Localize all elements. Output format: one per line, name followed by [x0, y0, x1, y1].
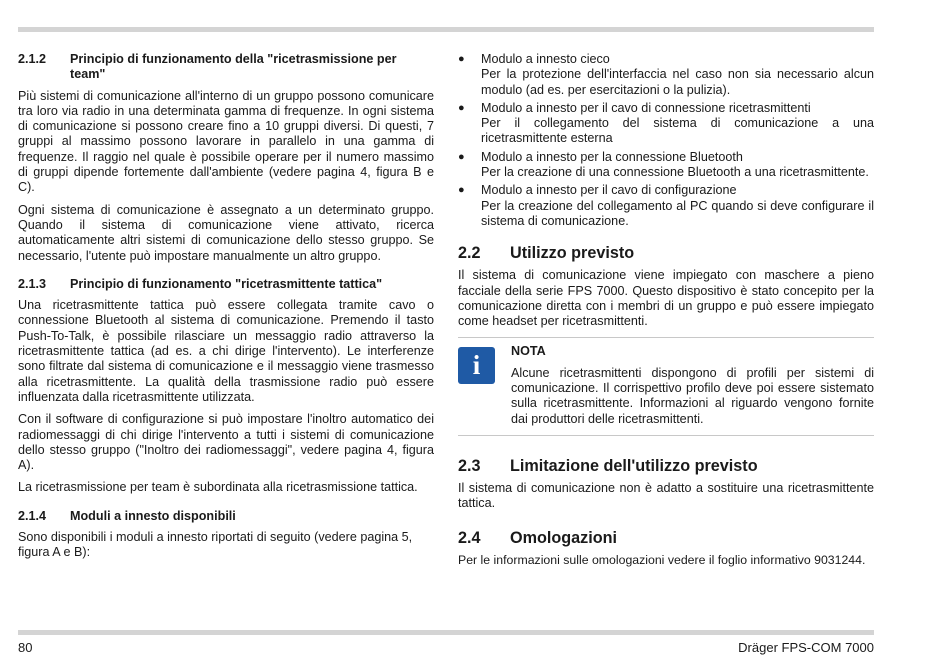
section-number: 2.4 [458, 528, 481, 547]
section-title: Moduli a innesto disponibili [70, 508, 236, 523]
product-name: Dräger FPS-COM 7000 [738, 640, 874, 655]
bullet-icon: ● [458, 101, 465, 114]
right-column [458, 52, 874, 575]
section-title: Limitazione dell'utilizzo previsto [510, 456, 758, 475]
module-list [458, 52, 874, 229]
list-item [458, 101, 874, 147]
list-item-head: Modulo a innesto per la connessione Bluetooth [481, 149, 743, 164]
list-item-head: Modulo a innesto cieco [481, 52, 610, 66]
note-text: Alcune ricetrasmittenti dispongono di profili per sistemi di comunicazione. Il corrispettivo profilo deve poi essere sistemato sulla ricetrasmittente. Informazioni al riguardo vengono fornite dai produttori delle ricetrasmittenti. [511, 365, 874, 426]
section-number: 2.1.4 [18, 508, 47, 523]
section-title: Omologazioni [510, 528, 618, 547]
paragraph: Per le informazioni sulle omologazioni vedere il foglio informativo 9031244. [458, 552, 866, 567]
section-number: 2.2 [458, 244, 481, 263]
list-item [458, 52, 874, 98]
paragraph: Sono disponibili i moduli a innesto riportati di seguito (vedere pagina 5, figura A e B): [18, 530, 413, 560]
section-2-1-3-heading [18, 277, 434, 292]
list-item-sub: Per la creazione del collegamento al PC quando si deve configurare il sistema di comunicazione. [481, 198, 874, 228]
top-rule [18, 27, 874, 32]
note-title: NOTA [511, 344, 546, 359]
paragraph: Ogni sistema di comunicazione è assegnato a un determinato gruppo. Quando il sistema di comunicazione viene attivato, ricerca automaticamente altri sistemi di comunicazione dello stesso gruppo. Se necessario, l'utente può impostare manualmente un altro gruppo. [18, 202, 434, 263]
paragraph: Il sistema di comunicazione viene impiegato con maschere a pieno facciale della serie FPS 7000. Questo dispositivo è stato concepito per la comunicazione diretta con i membri di un gruppo e può essere impiegato come headset per ricetrasmittenti. [458, 268, 874, 329]
section-2-4-heading [458, 528, 874, 548]
left-column [18, 52, 434, 568]
list-item-sub: Per la creazione di una connessione Bluetooth a una ricetrasmittente. [481, 165, 869, 180]
section-number: 2.1.3 [18, 276, 47, 291]
bullet-icon: ● [458, 53, 465, 65]
section-2-1-2-heading [18, 52, 434, 83]
section-number: 2.1.2 [18, 52, 47, 66]
paragraph: Il sistema di comunicazione non è adatto a sostituire una ricetrasmittente tattica. [458, 480, 874, 511]
section-2-2-heading [458, 243, 874, 263]
paragraph: La ricetrasmissione per team è subordinata alla ricetrasmissione tattica. [18, 480, 418, 495]
list-item [458, 183, 874, 229]
section-title: Utilizzo previsto [510, 244, 635, 263]
bullet-icon: ● [458, 150, 465, 163]
bottom-rule [18, 630, 874, 635]
paragraph: Una ricetrasmittente tattica può essere collegata tramite cavo o connessione Bluetooth al sistema di comunicazione. Premendo il tasto Push-To-Talk, è possibile rilasciare un messaggio radio attraverso la ricetrasmittente tattica (ad es. a chi dirige l'intervento). Le interferenze sono filtrate dal sistema di comunicazione e il messaggio viene trasmesso alla ricetrasmittente. La qualità della trasmissione radio può essere influenzata dalla ricetrasmittente utilizzata. [18, 298, 434, 404]
paragraph: Con il software di configurazione si può impostare l'inoltro automatico dei radiomessaggi di chi dirige l'intervento a tutti i sistemi di comunicazione dello stesso gruppo ("Inoltro dei radiomessaggi", vedere pagina 4, figura A). [18, 412, 434, 473]
list-item-sub: Per la protezione dell'interfaccia nel caso non sia necessario alcun modulo (ad es. per esercitazioni o la pulizia). [481, 67, 874, 97]
page-number: 80 [18, 640, 33, 655]
section-title: Principio di funzionamento "ricetrasmittente tattica" [70, 276, 383, 291]
list-item-head: Modulo a innesto per il cavo di configurazione [481, 183, 737, 198]
note-box [458, 337, 874, 435]
paragraph: Più sistemi di comunicazione all'interno di un gruppo possono comunicare tra loro via radio in una determinata gamma di frequenze. In ogni sistema di comunicazione si possono creare fino a 10 gruppi diversi. Di questi, 7 gruppi al massimo possono lavorare in parallelo in una gamma di frequenze. Il raggio nel quale è possibile operare per il numero massimo di gruppi dipende fortemente dall'ambiente (vedere pagina 4, figura B e C). [18, 88, 434, 195]
list-item-head: Modulo a innesto per il cavo di connessione ricetrasmittenti [481, 100, 811, 115]
section-title: Principio di funzionamento della "ricetrasmissione per team" [70, 52, 397, 82]
list-item-sub: Per il collegamento del sistema di comunicazione a una ricetrasmittente esterna [481, 116, 874, 146]
info-icon: i [458, 347, 495, 384]
section-number: 2.3 [458, 456, 481, 475]
bullet-icon: ● [458, 184, 465, 197]
section-2-1-4-heading [18, 509, 434, 524]
list-item [458, 150, 874, 181]
section-2-3-heading [458, 456, 874, 476]
